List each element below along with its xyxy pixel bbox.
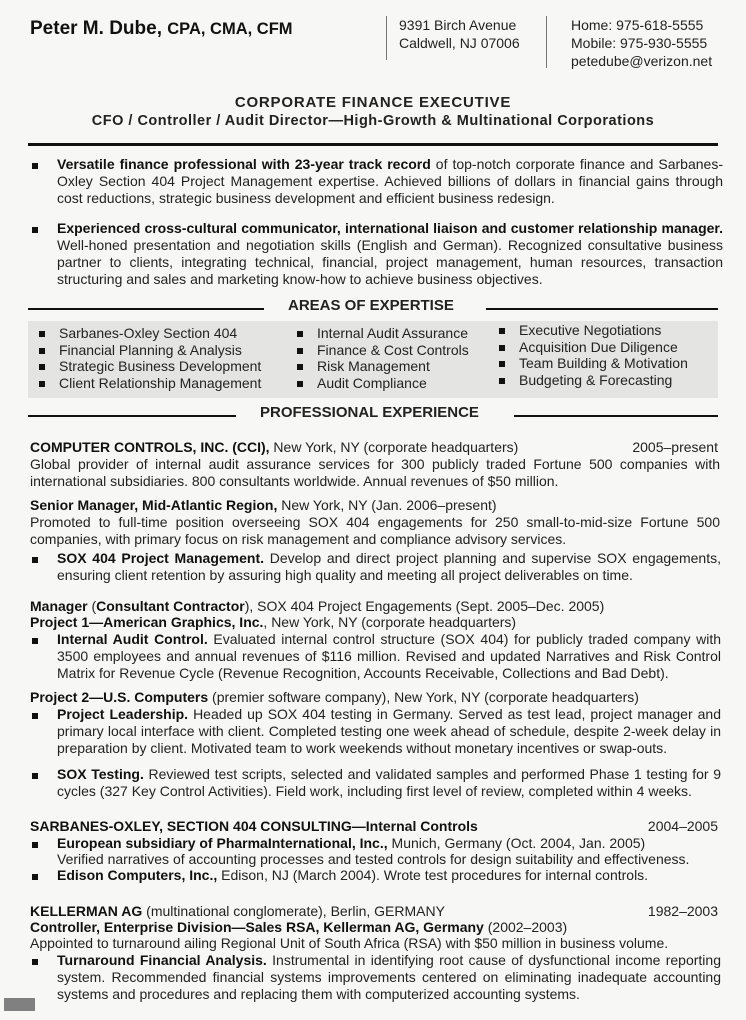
- expertise-label: Strategic Business Development: [59, 358, 262, 374]
- achievement-text: Evaluated internal control structure (SOX 404) for publicly traded company with 3500 employees and annual revenues of $116 million. Revised and updated Narratives and Risk Control Matrix for Revenue Cycle (Revenue Recognition, Accounts Receivable, Collections and Bad Debt).: [57, 631, 721, 681]
- expertise-item: [35, 375, 261, 392]
- home-phone: Home: 975-618-5555: [571, 17, 704, 33]
- job-heading-sox: [30, 818, 478, 835]
- expertise-item: [495, 322, 688, 339]
- bullet-icon: [39, 331, 45, 337]
- job-heading-kellerman: [30, 903, 445, 920]
- expertise-label: Team Building & Motivation: [519, 355, 688, 371]
- role-details: SOX 404 Project Engagements (Sept. 2005–Dec. 2005): [253, 598, 605, 614]
- bullet-icon: [32, 557, 38, 563]
- company-name: COMPUTER CONTROLS, INC. (CCI),: [30, 439, 270, 455]
- expertise-item: [35, 358, 261, 375]
- role-subtitle: Consultant Contractor: [96, 598, 245, 614]
- role-details: (2002–2003): [483, 919, 568, 935]
- achievement-item: [57, 550, 721, 584]
- bullet-icon: [32, 959, 38, 965]
- achievement-item: [57, 706, 721, 757]
- candidate-name: [30, 18, 293, 40]
- summary-text: Well-honed presentation and negotiation skills (English and German). Recognized consultative business partner to clients, integrating technical, financial, project management, human resources, transaction structuring and sales and marketing know-how to achieve business objectives.: [57, 237, 723, 287]
- bullet-icon: [297, 364, 303, 370]
- role-heading: [30, 598, 604, 615]
- project-details: , New York, NY (corporate headquarters): [263, 614, 517, 630]
- expertise-label: Financial Planning & Analysis: [59, 341, 242, 358]
- expertise-item: [495, 372, 688, 389]
- achievement-item: [57, 631, 721, 682]
- bullet-icon: [499, 361, 505, 367]
- bullet-icon: [499, 378, 505, 384]
- role-heading: [30, 919, 567, 936]
- scan-artifact: [4, 998, 35, 1011]
- role-title: Manager: [30, 598, 88, 614]
- expertise-label: Executive Negotiations: [519, 322, 662, 338]
- divider: [28, 308, 264, 310]
- expertise-column: [35, 325, 261, 391]
- credentials: CPA, CMA, CFM: [167, 20, 293, 38]
- achievement-title: SOX 404 Project Management.: [57, 550, 265, 566]
- bullet-icon: [499, 345, 505, 351]
- project-heading: [30, 614, 516, 631]
- expertise-label: Sarbanes-Oxley Section 404: [59, 325, 238, 341]
- expertise-section-header: [28, 297, 718, 317]
- achievement-title: Internal Audit Control.: [57, 631, 208, 647]
- bullet-icon: [32, 713, 38, 719]
- contact-block: [546, 16, 712, 68]
- bullet-icon: [499, 328, 505, 334]
- project-title: Project 1—American Graphics, Inc.: [30, 614, 264, 630]
- expertise-label: Audit Compliance: [317, 374, 427, 391]
- bullet-icon: [32, 842, 38, 848]
- experience-heading: PROFESSIONAL EXPERIENCE: [260, 404, 479, 421]
- expertise-heading: AREAS OF EXPERTISE: [288, 297, 454, 314]
- company-description: Global provider of internal audit assurance services for 300 publicly traded Fortune 500 companies with international subsidiaries. 800 consultants worldwide. Annual revenues of $50 million.: [30, 456, 720, 489]
- client-heading: [57, 835, 645, 852]
- expertise-item: [495, 339, 688, 356]
- headline-title: CORPORATE FINANCE EXECUTIVE: [234, 94, 512, 111]
- bullet-icon: [32, 638, 38, 644]
- achievement-title: SOX Testing.: [57, 766, 144, 782]
- bullet-icon: [32, 227, 38, 233]
- expertise-item: [293, 342, 469, 359]
- bullet-icon: [297, 348, 303, 354]
- divider: [28, 415, 236, 417]
- name-text: Peter M. Dube,: [30, 18, 162, 39]
- project-heading: [30, 689, 639, 706]
- achievement-text: Reviewed test scripts, selected and validated samples and performed Phase 1 testing for 9 cycles (327 Key Control Activities). Field work, including first level of review, completed within 4 weeks.: [57, 766, 721, 799]
- headline-subtitle: CFO / Controller / Audit Director—High-Growth & Multinational Corporations: [91, 113, 655, 129]
- summary-text: of top-notch corporate finance and Sarbanes-Oxley Section 404 Project Management expertise. Achieved billions of dollars in financial gains through cost reductions, strategic business development and efficient business redesign.: [57, 156, 723, 206]
- expertise-item: [35, 342, 261, 359]
- role-title: Senior Manager, Mid-Atlantic Region,: [30, 497, 278, 513]
- expertise-label: Acquisition Due Diligence: [519, 338, 678, 355]
- email-link[interactable]: petedube@verizon.net: [571, 53, 713, 69]
- bullet-icon: [39, 348, 45, 354]
- client-details: Edison, NJ (March 2004). Wrote test procedures for internal controls.: [217, 867, 649, 883]
- project-details: (premier software company), New York, NY (corporate headquarters): [208, 689, 639, 705]
- address-line-2: Caldwell, NJ 07006: [399, 35, 520, 51]
- achievement-item: [57, 952, 721, 1003]
- achievement-text: Instrumental in identifying root cause of dysfunctional income reporting system. Recommended financial systems improvements centered on eliminating inadequate accounting systems and procedures and replacing them with computerized accounting systems.: [57, 952, 721, 1002]
- expertise-label: Internal Audit Assurance: [317, 325, 468, 341]
- role-description: Appointed to turnaround ailing Regional Unit of South Africa (RSA) with $50 million in business volume.: [30, 935, 669, 951]
- client-name: European subsidiary of PharmaInternational, Inc.,: [57, 835, 388, 851]
- address-block: [386, 16, 520, 60]
- project-title: Project 2—U.S. Computers: [30, 689, 209, 705]
- bullet-icon: [32, 773, 38, 779]
- expertise-item: [293, 375, 469, 392]
- role-paren: (: [87, 598, 97, 614]
- achievement-title: Turnaround Financial Analysis.: [57, 952, 267, 968]
- client-name: Edison Computers, Inc.,: [57, 867, 218, 883]
- resume-header: [30, 14, 716, 72]
- address-line-1: 9391 Birch Avenue: [399, 17, 517, 33]
- expertise-column: [495, 322, 688, 388]
- client-details: Munich, Germany (Oct. 2004, Jan. 2005): [387, 835, 646, 851]
- company-name: KELLERMAN AG: [30, 903, 143, 919]
- bullet-icon: [297, 381, 303, 387]
- summary-bold: Versatile finance professional with 23-year track record: [57, 156, 431, 172]
- job-dates: 2004–2005: [647, 818, 718, 834]
- expertise-label: Risk Management: [317, 358, 430, 374]
- job-dates: 2005–present: [632, 439, 718, 455]
- achievement-item: [57, 766, 721, 800]
- summary-item: [57, 156, 723, 207]
- achievement-title: Project Leadership.: [57, 706, 189, 722]
- expertise-column: [293, 325, 469, 391]
- expertise-label: Budgeting & Forecasting: [519, 371, 673, 388]
- expertise-item: [293, 325, 469, 342]
- expertise-item: [293, 358, 469, 375]
- client-heading: [57, 867, 648, 884]
- role-heading: [30, 497, 497, 514]
- company-name: SARBANES-OXLEY, SECTION 404 CONSULTING—Internal Controls: [30, 818, 478, 834]
- achievement-text: Headed up SOX 404 testing in Germany. Served as test lead, project manager and primary local interface with client. Completed testing one week ahead of schedule, despite 2-week delay in preparation by client. Motivated team to work weekends without monetary incentives or swap-outs.: [57, 706, 722, 756]
- expertise-label: Finance & Cost Controls: [317, 341, 469, 358]
- role-title: Controller, Enterprise Division—Sales RSA, Kellerman AG, Germany: [30, 919, 484, 935]
- achievement-text: Develop and direct project planning and supervise SOX engagements, ensuring client retention by assuring high quality and meeting all project deliverables on time.: [57, 550, 721, 583]
- bullet-icon: [39, 381, 45, 387]
- role-paren: ),: [244, 598, 254, 614]
- divider: [486, 308, 718, 310]
- expertise-item: [495, 355, 688, 372]
- experience-section-header: [28, 404, 718, 424]
- expertise-item: [35, 325, 261, 342]
- expertise-label: Client Relationship Management: [59, 374, 262, 391]
- bullet-icon: [32, 874, 38, 880]
- bullet-icon: [32, 163, 38, 169]
- role-details: New York, NY (Jan. 2006–present): [277, 497, 497, 513]
- client-description: Verified narratives of accounting processes and tested controls for design suitability and effectiveness.: [57, 851, 690, 867]
- job-dates: 1982–2003: [647, 903, 718, 919]
- job-heading-cci: [30, 439, 518, 456]
- bullet-icon: [39, 364, 45, 370]
- mobile-phone: Mobile: 975-930-5555: [571, 35, 708, 51]
- summary-item: [57, 220, 723, 288]
- divider: [28, 143, 718, 146]
- company-location: (multinational conglomerate), Berlin, GERMANY: [142, 903, 445, 919]
- divider: [514, 415, 718, 417]
- summary-bold: Experienced cross-cultural communicator, international liaison and customer relationship manager.: [57, 220, 723, 236]
- role-description: Promoted to full-time position overseeing SOX 404 engagements for 250 small-to-mid-size Fortune 500 companies, with primary focus on risk management and compliance advisory services.: [30, 514, 720, 547]
- company-location: New York, NY (corporate headquarters): [269, 439, 519, 455]
- bullet-icon: [297, 331, 303, 337]
